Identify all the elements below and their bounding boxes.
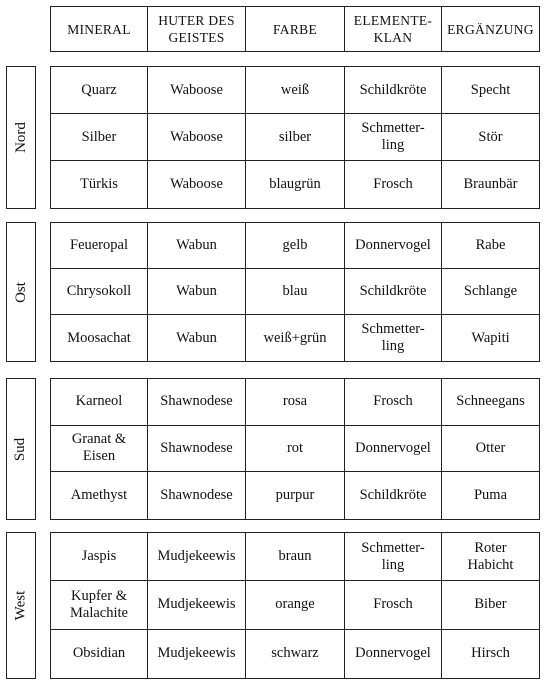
table-cell: Roter Habicht <box>442 533 539 581</box>
section-table-nord <box>50 66 540 209</box>
table-cell: Schmetter- ling <box>345 114 442 161</box>
table-cell: blau <box>246 269 345 315</box>
table-cell: Biber <box>442 581 539 629</box>
table-cell: purpur <box>246 472 345 519</box>
table-cell: Kupfer & Malachite <box>51 581 148 629</box>
header-huter-des-geistes: HUTER DES GEISTES <box>148 7 246 51</box>
table-cell: Wabun <box>148 223 246 269</box>
table-cell: Jaspis <box>51 533 148 581</box>
table-cell: Stör <box>442 114 539 161</box>
table-cell: Feueropal <box>51 223 148 269</box>
table-cell: Türkis <box>51 161 148 208</box>
table-cell: Braunbär <box>463 176 518 192</box>
table-cell: Mudjekeewis <box>148 581 246 629</box>
table-cell: Otter <box>442 426 539 473</box>
table-cell: schwarz <box>246 630 345 678</box>
table-cell: Specht <box>442 67 539 114</box>
table-cell: Puma <box>473 487 508 504</box>
table-cell: Schneegans <box>442 379 539 426</box>
table-cell: Obsidian <box>51 630 148 678</box>
section-table-sud <box>50 378 540 520</box>
table-cell: Shawnodese <box>148 472 246 519</box>
table-cell: rosa <box>246 379 345 426</box>
table-cell: Schmetter- ling <box>345 315 442 361</box>
table-cell: Karneol <box>51 379 148 426</box>
table-cell: weiß <box>246 67 345 114</box>
header-farbe: FARBE <box>246 7 345 51</box>
table-cell: Silber <box>51 114 148 161</box>
table-cell: Shawnodese <box>148 379 246 426</box>
table-cell: Quarz <box>51 67 148 114</box>
table-cell: Mudjekeewis <box>148 630 246 678</box>
table-cell: Amethyst <box>51 472 148 519</box>
table-cell: Donnervogel <box>345 426 442 473</box>
section-table-ost <box>50 222 540 362</box>
table-cell: Rabe <box>442 223 539 269</box>
section-label-west <box>6 532 36 679</box>
table-cell: Wapiti <box>471 329 510 346</box>
header-elemente-klan: ELEMENTE- KLAN <box>345 7 442 51</box>
table-cell: Frosch <box>345 581 442 629</box>
table-cell: silber <box>246 114 345 161</box>
table-cell: Chrysokoll <box>51 269 148 315</box>
table-cell: Schlange <box>442 269 539 315</box>
table-header <box>50 6 540 52</box>
section-table-west <box>50 532 540 679</box>
table-cell: Granat & Eisen <box>51 426 148 473</box>
table-cell: Waboose <box>148 114 246 161</box>
table-cell: rot <box>246 426 345 473</box>
table-cell: Donnervogel <box>345 630 442 678</box>
table-cell: Moosachat <box>51 315 148 361</box>
section-label-text: Sud <box>12 437 29 461</box>
table-cell: Wabun <box>148 315 246 361</box>
table-cell: Mudjekeewis <box>148 533 246 581</box>
section-label-sud <box>6 378 36 520</box>
table-cell: Schildkröte <box>345 472 442 519</box>
section-label-text: Nord <box>12 122 29 153</box>
table-cell: Schildkröte <box>345 67 442 114</box>
table-cell: Donnervogel <box>345 223 442 269</box>
section-label-text: West <box>12 590 29 621</box>
table-cell: Wabun <box>148 269 246 315</box>
table-cell: blaugrün <box>246 161 345 208</box>
table-cell: Frosch <box>345 379 442 426</box>
section-label-ost <box>6 222 36 362</box>
table-cell: Hirsch <box>471 645 510 662</box>
table-cell: Waboose <box>148 67 246 114</box>
section-label-text: Ost <box>12 281 29 303</box>
table-cell: Waboose <box>148 161 246 208</box>
table-cell: orange <box>246 581 345 629</box>
table-cell: gelb <box>246 223 345 269</box>
section-label-nord <box>6 66 36 209</box>
table-cell: Frosch <box>345 161 442 208</box>
table-cell: Schildkröte <box>345 269 442 315</box>
table-cell: braun <box>246 533 345 581</box>
header-mineral: MINERAL <box>51 7 148 51</box>
header-ergaenzung: ERGÄNZUNG <box>447 21 534 37</box>
table-cell: Schmetter- ling <box>345 533 442 581</box>
table-cell: weiß+grün <box>246 315 345 361</box>
table-cell: Shawnodese <box>148 426 246 473</box>
